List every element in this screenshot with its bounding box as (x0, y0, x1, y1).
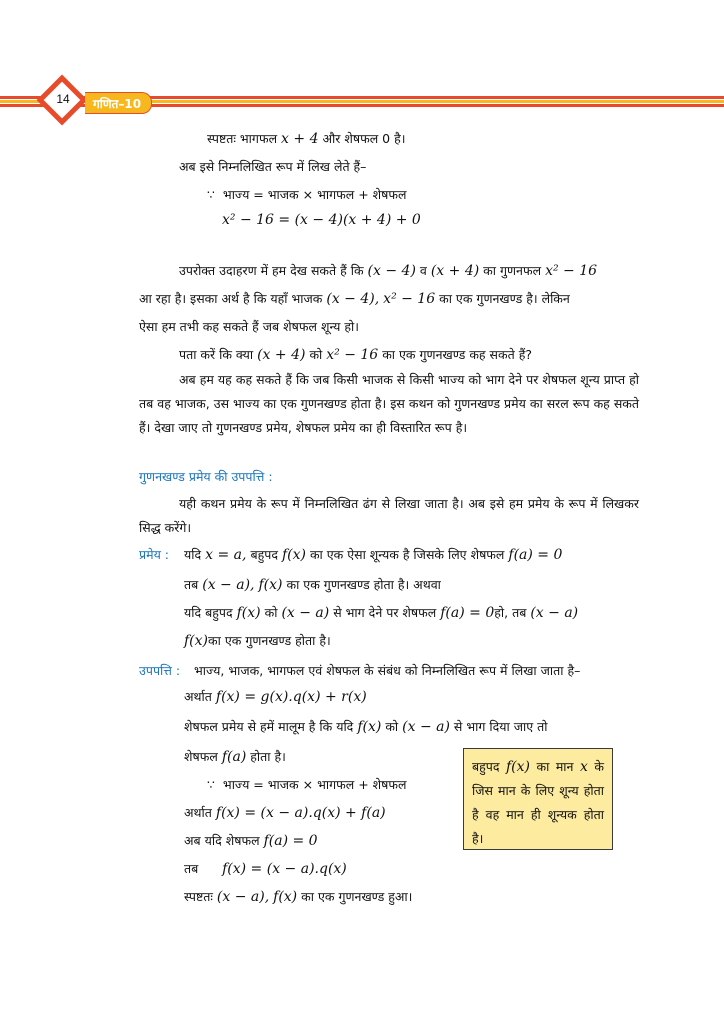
math: f(x) (281, 547, 306, 563)
subject-tab (85, 92, 152, 114)
math: f(x) (236, 605, 261, 621)
page-number-badge (40, 78, 86, 124)
subject-label: गणित–10 (93, 97, 142, 111)
theorem-line3 (184, 604, 578, 621)
text: का गुणनफल (483, 263, 542, 278)
para2-line (179, 346, 532, 363)
text: भाज्य, भाजक, भागफल एवं शेषफल के संबंध को निम्नलिखित रूप में लिखा जाता है– (194, 663, 581, 678)
text: को (385, 719, 399, 734)
math: (x − a) (530, 605, 579, 621)
math: f(x) = (x − a).q(x) (222, 861, 347, 877)
theorem-label: प्रमेय : (139, 547, 170, 562)
math: f(a) = 0 (440, 605, 495, 621)
text: का मान (536, 759, 574, 774)
text: से भाग देने पर शेषफल (333, 605, 437, 620)
proof-line3 (184, 718, 547, 735)
theorem-line1 (184, 546, 562, 563)
relation-line (207, 186, 407, 203)
math: x + 4 (281, 131, 319, 147)
text: व (419, 263, 427, 278)
math: (x + 4) (257, 347, 306, 363)
text: शेषफल (184, 749, 218, 764)
text: का एक गुणनखण्ड कह सकते हैं? (382, 347, 532, 362)
text: पता करें कि क्या (179, 347, 254, 362)
proof-line7 (184, 832, 318, 849)
text: को (264, 605, 278, 620)
text: का एक गुणनखण्ड हुआ। (301, 889, 413, 904)
math: f(x) (506, 759, 531, 775)
math: f(x) = g(x).q(x) + r(x) (215, 689, 367, 705)
math: (x − a), (202, 577, 255, 593)
text: अर्थात (184, 689, 212, 704)
text: होता है। (250, 749, 286, 764)
equation: x² − 16 = (x − 4)(x + 4) + 0 (222, 212, 421, 228)
text: तब (184, 577, 199, 592)
math: (x − a) (281, 605, 330, 621)
text: अब इसे निम्नलिखित रूप में लिख लेते हैं– (179, 159, 367, 174)
math: f(x) (357, 719, 382, 735)
page-number: 14 (56, 92, 70, 106)
note-box (463, 748, 613, 850)
because-symbol: ∵ (207, 777, 215, 792)
text: तब (184, 861, 199, 876)
text: के जिस मान के लिए शून्य होता है वह मान ही शून्यक होता है। (472, 759, 604, 846)
math: (x − 4), (326, 291, 380, 307)
para1-line1 (179, 262, 597, 279)
proof-line5 (207, 776, 407, 793)
text: स्पष्टतः (184, 889, 213, 904)
math: (x − a), (216, 889, 270, 905)
math: x² − 16 (545, 263, 598, 279)
proof-line1 (194, 662, 580, 679)
math: f(x) = (x − a).q(x) + f(a) (215, 805, 386, 821)
math: (x − 4) (367, 263, 416, 279)
math: (x + 4) (430, 263, 480, 279)
proof-line8 (184, 860, 347, 877)
text: अब यदि शेषफल (184, 833, 260, 848)
text: बहुपद (472, 759, 500, 774)
proof-line4 (184, 748, 286, 765)
math: f(a) (221, 749, 247, 765)
text: शेषफल प्रमेय से हमें मालूम है कि यदि (184, 719, 354, 734)
math: f(a) = 0 (263, 833, 318, 849)
write-line (179, 158, 366, 175)
math: x² − 16 (326, 347, 379, 363)
para1-line2 (139, 290, 570, 307)
para4: यही कथन प्रमेय के रूप में निम्नलिखित ढंग से लिखा जाता है। अब इसे हम प्रमेय के रूप में लिखकर सिद्ध करेंगे। (139, 496, 639, 535)
text: यदि (184, 547, 202, 562)
text: आ रहा है। इसका अर्थ है कि यहाँ भाजक (139, 291, 323, 306)
theorem-line2 (184, 576, 441, 593)
text: अर्थात (184, 805, 212, 820)
text: हो, तब (494, 605, 527, 620)
text: का एक गुणनखण्ड होता है। अथवा (286, 577, 441, 592)
text: और शेषफल 0 है। (322, 131, 406, 146)
math: x = a, (205, 547, 247, 563)
text: का एक गुणनखण्ड है। लेकिन (439, 291, 570, 306)
math: x² − 16 (383, 291, 436, 307)
text: का एक गुणनखण्ड होता है। (208, 633, 331, 648)
text: ऐसा हम तभी कह सकते हैं जब शेषफल शून्य हो। (139, 319, 359, 334)
text: यदि बहुपद (184, 605, 233, 620)
text: भाज्य = भाजक × भागफल + शेषफल (222, 187, 407, 202)
because-symbol: ∵ (207, 187, 215, 202)
proof-line9 (184, 888, 412, 905)
math: f(x) (273, 889, 298, 905)
theorem-line4 (184, 632, 331, 649)
text: स्पष्टतः भागफल (207, 131, 278, 146)
math: x (579, 759, 588, 775)
proof-label: उपपत्ति : (139, 663, 181, 678)
para3: अब हम यह कह सकते हैं कि जब किसी भाजक से किसी भाज्य को भाग देने पर शेषफल शून्य प्राप्त हो तब वह भाजक, उस भाज्य का एक गुणनखण्ड होता है। इस कथन को गुणनखण्ड प्रमेय का सरल रूप कह सकते हैं। देखा जाए तो गुणनखण्ड प्रमेय, शेषफल प्रमेय का ही विस्तारित रूप है। (139, 372, 639, 435)
text: बहुपद (250, 547, 278, 562)
text: उपरोक्त उदाहरण में हम देख सकते हैं कि (179, 263, 364, 278)
proof-line6 (184, 804, 386, 821)
text: का एक ऐसा शून्यक है जिसके लिए शेषफल (309, 547, 505, 562)
text: भाज्य = भाजक × भागफल + शेषफल (222, 777, 407, 792)
equation-line (222, 212, 421, 228)
para1-line3 (139, 318, 359, 335)
text: से भाग दिया जाए तो (453, 719, 548, 734)
math: f(x) (184, 633, 209, 649)
math: f(x) (258, 577, 283, 593)
math: (x − a) (402, 719, 450, 735)
text: को (309, 347, 323, 362)
section-heading: गुणनखण्ड प्रमेय की उपपत्ति : (139, 469, 273, 484)
proof-line2 (184, 688, 367, 705)
quotient-line (207, 130, 405, 147)
math: f(a) = 0 (508, 547, 563, 563)
